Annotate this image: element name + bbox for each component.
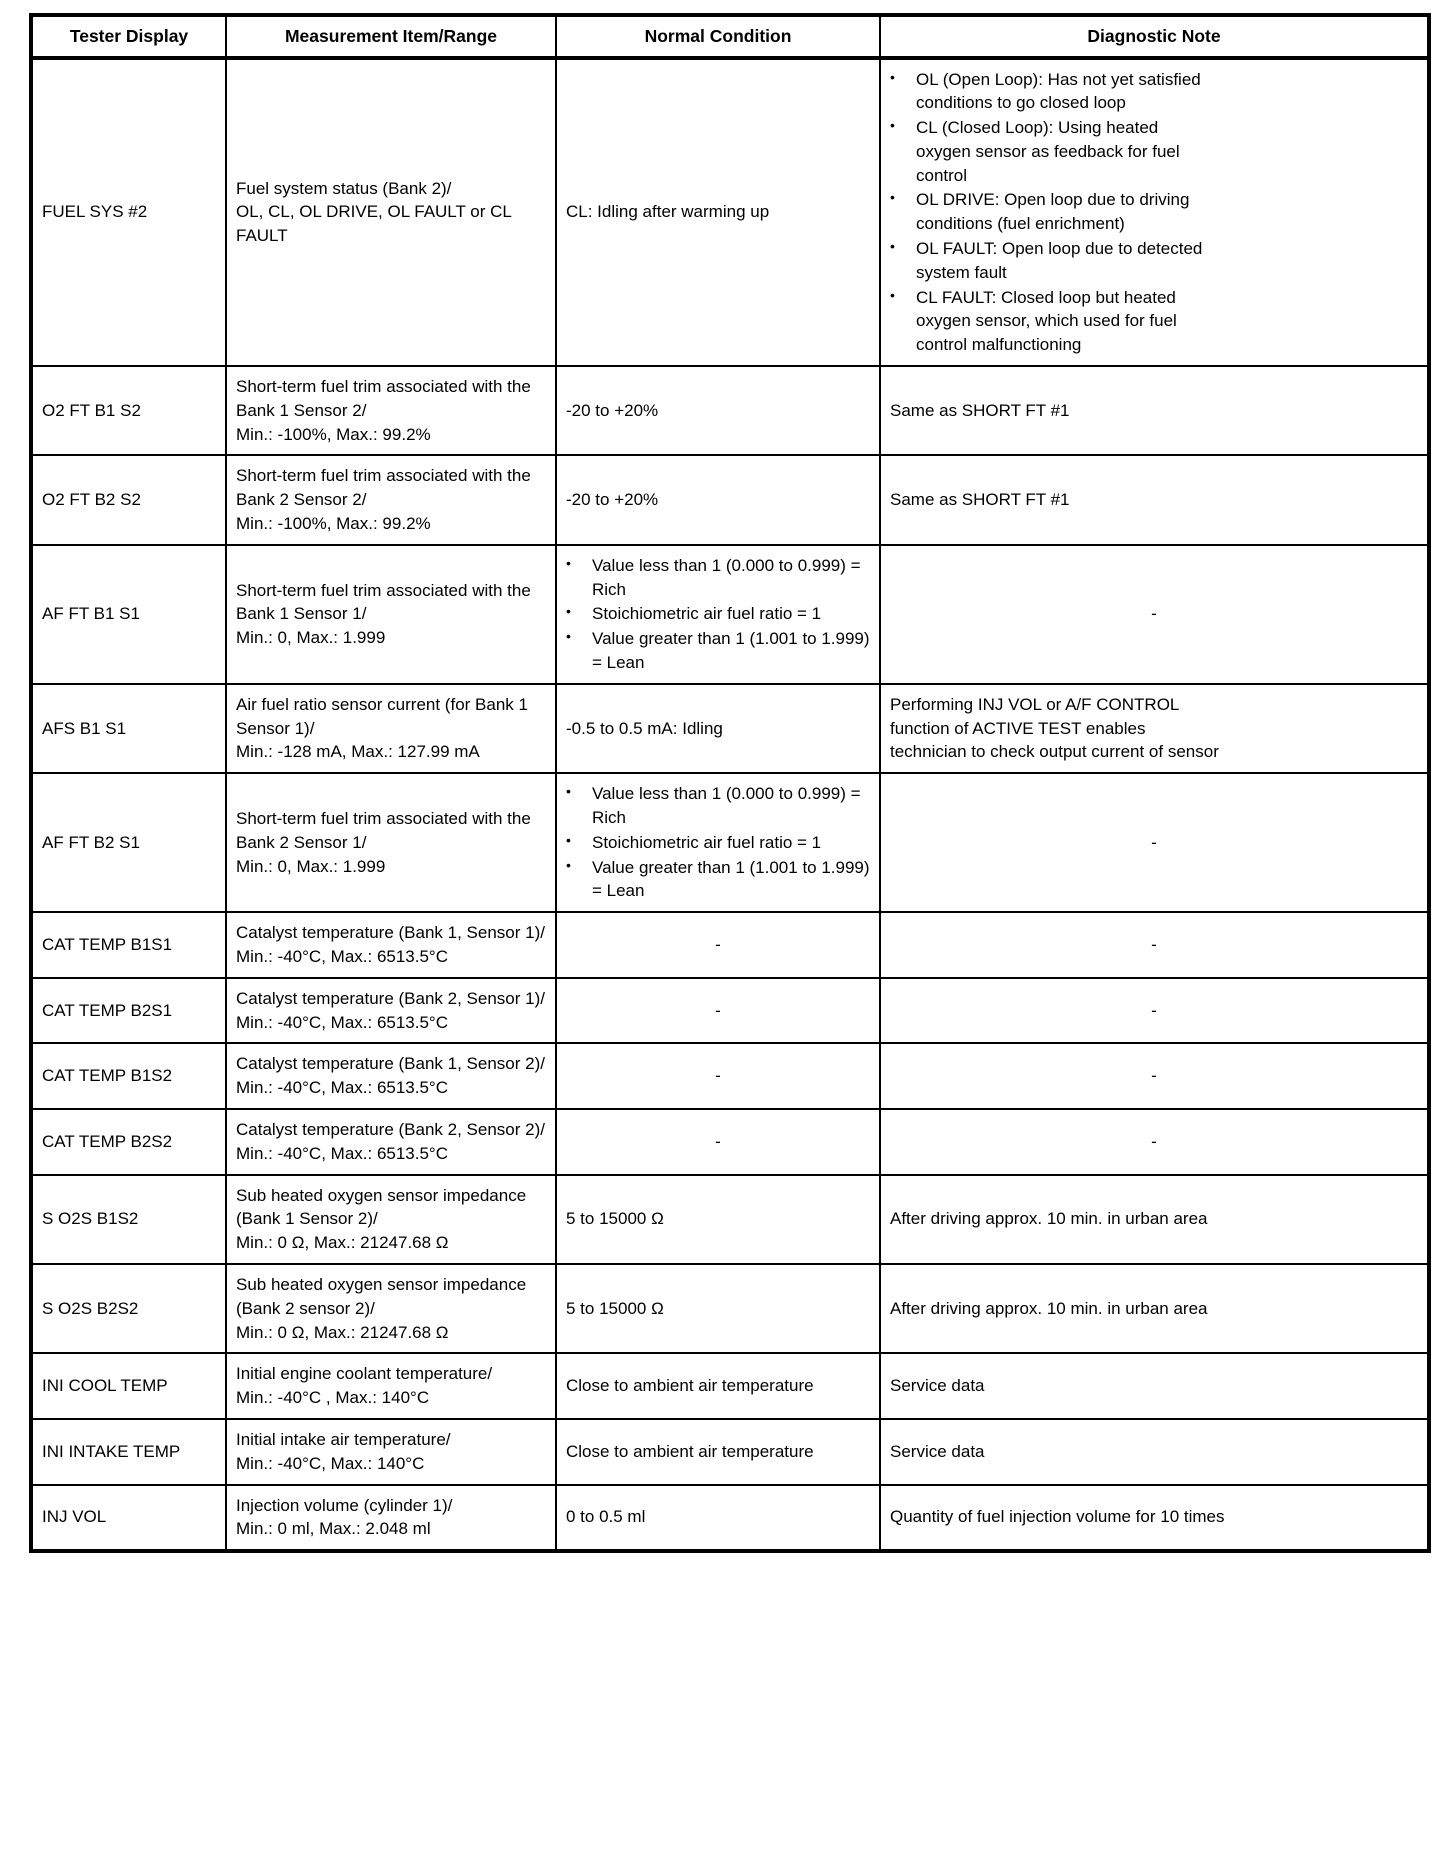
text-line: Air fuel ratio sensor current (for Bank 1 Sensor 1)/ bbox=[236, 694, 528, 738]
cell-text bbox=[890, 1440, 1225, 1464]
cell-text bbox=[890, 488, 1225, 512]
cell-text bbox=[890, 1207, 1225, 1231]
table-row bbox=[31, 1043, 1429, 1109]
text-line: Sub heated oxygen sensor impedance (Bank 1 Sensor 2)/ bbox=[236, 1185, 527, 1229]
header-cell-measurement-item-range: Measurement Item/Range bbox=[226, 15, 556, 58]
text-line: Catalyst temperature (Bank 2, Sensor 1)/ bbox=[236, 988, 545, 1008]
cell-text bbox=[42, 399, 216, 423]
table-row bbox=[31, 545, 1429, 684]
diagnostic-note-cell bbox=[880, 58, 1429, 367]
bullet-icon: • bbox=[566, 554, 571, 571]
cell-text bbox=[566, 1297, 870, 1321]
bullet-text: OL FAULT: Open loop due to detected system fault bbox=[916, 239, 1203, 282]
bullet-item bbox=[890, 116, 1208, 187]
bullet-text: OL DRIVE: Open loop due to driving conditions (fuel enrichment) bbox=[916, 190, 1190, 234]
measurement-cell bbox=[226, 1353, 556, 1419]
bullet-text: Value less than 1 (0.000 to 0.999) = Rich bbox=[592, 555, 861, 599]
cell-text bbox=[42, 1440, 216, 1464]
bullet-list bbox=[890, 68, 1208, 358]
diagnostic-note-cell bbox=[880, 1419, 1429, 1485]
cell-text bbox=[890, 1130, 1418, 1154]
text-line: Service data bbox=[890, 1441, 985, 1461]
text-line: - bbox=[1151, 1066, 1157, 1086]
text-line: Min.: -40°C , Max.: 140°C bbox=[236, 1388, 430, 1408]
text-line: After driving approx. 10 min. in urban area bbox=[890, 1209, 1208, 1229]
cell-text bbox=[890, 999, 1418, 1023]
table-row bbox=[31, 978, 1429, 1044]
cell-text bbox=[890, 1505, 1225, 1529]
table-row bbox=[31, 1264, 1429, 1353]
cell-text bbox=[236, 1184, 546, 1255]
cell-text bbox=[236, 807, 546, 878]
bullet-item bbox=[566, 782, 870, 830]
cell-text bbox=[42, 200, 216, 224]
cell-text bbox=[42, 1130, 216, 1154]
cell-text bbox=[236, 1052, 546, 1100]
table-row bbox=[31, 684, 1429, 773]
cell-text bbox=[566, 488, 870, 512]
table-row bbox=[31, 58, 1429, 367]
text-line: Min.: -100%, Max.: 99.2% bbox=[236, 424, 431, 444]
text-line: Same as SHORT FT #1 bbox=[890, 400, 1070, 420]
bullet-text: Stoichiometric air fuel ratio = 1 bbox=[592, 832, 822, 852]
text-line: INI COOL TEMP bbox=[42, 1376, 168, 1396]
cell-text bbox=[236, 1118, 546, 1166]
text-line: Close to ambient air temperature bbox=[566, 1376, 814, 1396]
text-line: -0.5 to 0.5 mA: Idling bbox=[566, 718, 723, 738]
tester-display-cell bbox=[31, 684, 226, 773]
text-line: Service data bbox=[890, 1376, 985, 1396]
diagnostic-note-cell bbox=[880, 366, 1429, 455]
cell-text bbox=[236, 579, 546, 650]
cell-text bbox=[890, 399, 1225, 423]
bullet-icon: • bbox=[566, 856, 571, 873]
table-row bbox=[31, 1419, 1429, 1485]
cell-text bbox=[236, 1494, 546, 1542]
cell-text bbox=[566, 1064, 870, 1088]
tester-display-cell bbox=[31, 1353, 226, 1419]
text-line: 0 to 0.5 ml bbox=[566, 1507, 646, 1527]
cell-text bbox=[236, 693, 546, 764]
table-row bbox=[31, 1109, 1429, 1175]
measurement-cell bbox=[226, 1264, 556, 1353]
bullet-icon: • bbox=[566, 783, 571, 800]
tester-display-cell bbox=[31, 58, 226, 367]
text-line: Short-term fuel trim associated with the Bank 2 Sensor 1/ bbox=[236, 809, 531, 852]
text-line: -20 to +20% bbox=[566, 490, 659, 510]
measurement-cell bbox=[226, 1419, 556, 1485]
cell-text bbox=[42, 831, 216, 855]
measurement-cell bbox=[226, 1043, 556, 1109]
header-cell-normal-condition: Normal Condition bbox=[556, 15, 880, 58]
bullet-item bbox=[566, 627, 870, 675]
text-line: Injection volume (cylinder 1)/ bbox=[236, 1495, 453, 1515]
text-line: Sub heated oxygen sensor impedance (Bank 2 sensor 2)/ bbox=[236, 1274, 527, 1318]
text-line: 5 to 15000 Ω bbox=[566, 1298, 664, 1318]
text-line: - bbox=[715, 935, 721, 955]
text-line: - bbox=[1151, 832, 1157, 852]
measurement-cell bbox=[226, 978, 556, 1044]
table-row bbox=[31, 1485, 1429, 1552]
text-line: CAT TEMP B2S2 bbox=[42, 1131, 173, 1151]
bullet-icon: • bbox=[890, 189, 895, 206]
cell-text bbox=[42, 1297, 216, 1321]
tester-display-cell bbox=[31, 912, 226, 978]
text-line: Min.: 0 ml, Max.: 2.048 ml bbox=[236, 1519, 431, 1539]
text-line: Initial engine coolant temperature/ bbox=[236, 1364, 493, 1384]
normal-condition-cell bbox=[556, 455, 880, 544]
text-line: Quantity of fuel injection volume for 10 times bbox=[890, 1507, 1225, 1527]
table-header-row bbox=[31, 15, 1429, 58]
normal-condition-cell bbox=[556, 1043, 880, 1109]
diagnostic-note-cell bbox=[880, 455, 1429, 544]
text-line: Short-term fuel trim associated with the Bank 1 Sensor 1/ bbox=[236, 580, 531, 624]
diagnostic-note-cell bbox=[880, 1109, 1429, 1175]
header-cell-tester-display: Tester Display bbox=[31, 15, 226, 58]
diagnostic-data-table bbox=[29, 13, 1431, 1553]
text-line: Close to ambient air temperature bbox=[566, 1441, 814, 1461]
table-body bbox=[31, 58, 1429, 1552]
text-line: - bbox=[1151, 604, 1157, 624]
text-line: Catalyst temperature (Bank 1, Sensor 1)/ bbox=[236, 923, 545, 943]
measurement-cell bbox=[226, 545, 556, 684]
measurement-cell bbox=[226, 912, 556, 978]
text-line: -20 to +20% bbox=[566, 400, 659, 420]
text-line: Min.: -40°C, Max.: 6513.5°C bbox=[236, 947, 449, 966]
text-line: OL, CL, OL DRIVE, OL FAULT or CL FAULT bbox=[236, 202, 512, 246]
cell-text bbox=[42, 933, 216, 957]
table-header bbox=[31, 15, 1429, 58]
cell-text bbox=[236, 1273, 546, 1344]
bullet-item bbox=[890, 237, 1208, 285]
cell-text bbox=[42, 1374, 216, 1398]
bullet-item bbox=[566, 831, 870, 855]
measurement-cell bbox=[226, 366, 556, 455]
table-row bbox=[31, 366, 1429, 455]
text-line: Min.: -40°C, Max.: 6513.5°C bbox=[236, 1143, 449, 1163]
bullet-text: Value less than 1 (0.000 to 0.999) = Rich bbox=[592, 784, 861, 828]
tester-display-cell bbox=[31, 1264, 226, 1353]
cell-text bbox=[566, 999, 870, 1023]
bullet-item bbox=[890, 286, 1208, 357]
cell-text bbox=[890, 933, 1418, 957]
measurement-cell bbox=[226, 684, 556, 773]
table-row bbox=[31, 1175, 1429, 1264]
diagnostic-note-cell bbox=[880, 773, 1429, 912]
bullet-icon: • bbox=[890, 286, 895, 303]
text-line: After driving approx. 10 min. in urban area bbox=[890, 1298, 1208, 1318]
cell-text bbox=[42, 999, 216, 1023]
text-line: INJ VOL bbox=[42, 1507, 107, 1527]
text-line: CAT TEMP B2S1 bbox=[42, 1000, 173, 1020]
cell-text bbox=[42, 1505, 216, 1529]
cell-text bbox=[890, 1297, 1225, 1321]
tester-display-cell bbox=[31, 1419, 226, 1485]
bullet-icon: • bbox=[890, 117, 895, 134]
bullet-icon: • bbox=[566, 831, 571, 848]
cell-text bbox=[566, 1505, 870, 1529]
measurement-cell bbox=[226, 58, 556, 367]
tester-display-cell bbox=[31, 1175, 226, 1264]
tester-display-cell bbox=[31, 366, 226, 455]
bullet-item bbox=[566, 554, 870, 602]
measurement-cell bbox=[226, 773, 556, 912]
text-line: Catalyst temperature (Bank 2, Sensor 2)/ bbox=[236, 1119, 545, 1139]
text-line: Min.: -40°C, Max.: 6513.5°C bbox=[236, 1078, 449, 1098]
tester-display-cell bbox=[31, 1043, 226, 1109]
tester-display-cell bbox=[31, 978, 226, 1044]
text-line: S O2S B2S2 bbox=[42, 1298, 139, 1318]
cell-text bbox=[566, 1130, 870, 1154]
text-line: Performing INJ VOL or A/F CONTROL function of ACTIVE TEST enables technician to check output current of sensor bbox=[890, 694, 1219, 762]
tester-display-cell bbox=[31, 773, 226, 912]
cell-text bbox=[566, 399, 870, 423]
normal-condition-cell bbox=[556, 58, 880, 367]
text-line: - bbox=[1151, 935, 1157, 955]
text-line: 5 to 15000 Ω bbox=[566, 1209, 664, 1229]
cell-text bbox=[236, 1362, 546, 1410]
cell-text bbox=[42, 1064, 216, 1088]
cell-text bbox=[42, 717, 216, 741]
cell-text bbox=[890, 831, 1418, 855]
text-line: - bbox=[1151, 1000, 1157, 1020]
text-line: Min.: 0, Max.: 1.999 bbox=[236, 856, 386, 876]
cell-text bbox=[890, 602, 1418, 626]
bullet-icon: • bbox=[890, 238, 895, 255]
normal-condition-cell bbox=[556, 684, 880, 773]
cell-text bbox=[42, 488, 216, 512]
bullet-list bbox=[566, 782, 870, 903]
normal-condition-cell bbox=[556, 912, 880, 978]
bullet-icon: • bbox=[566, 628, 571, 645]
text-line: Same as SHORT FT #1 bbox=[890, 490, 1070, 510]
text-line: S O2S B1S2 bbox=[42, 1209, 139, 1229]
diagnostic-note-cell bbox=[880, 1043, 1429, 1109]
normal-condition-cell bbox=[556, 1109, 880, 1175]
cell-text bbox=[890, 1374, 1225, 1398]
text-line: Min.: 0 Ω, Max.: 21247.68 Ω bbox=[236, 1233, 449, 1253]
text-line: Fuel system status (Bank 2)/ bbox=[236, 178, 452, 198]
text-line: Short-term fuel trim associated with the Bank 1 Sensor 2/ bbox=[236, 377, 531, 420]
normal-condition-cell bbox=[556, 1485, 880, 1552]
text-line: FUEL SYS #2 bbox=[42, 202, 148, 222]
normal-condition-cell bbox=[556, 545, 880, 684]
text-line: AFS B1 S1 bbox=[42, 718, 127, 738]
bullet-item bbox=[890, 68, 1208, 116]
text-line: AF FT B1 S1 bbox=[42, 604, 140, 624]
table-row bbox=[31, 912, 1429, 978]
diagnostic-note-cell bbox=[880, 1264, 1429, 1353]
text-line: Min.: -40°C, Max.: 140°C bbox=[236, 1453, 425, 1473]
bullet-icon: • bbox=[890, 68, 895, 85]
text-line: CAT TEMP B1S2 bbox=[42, 1066, 173, 1086]
measurement-cell bbox=[226, 1485, 556, 1552]
diagnostic-note-cell bbox=[880, 684, 1429, 773]
text-line: Short-term fuel trim associated with the Bank 2 Sensor 2/ bbox=[236, 466, 531, 510]
diagnostic-note-cell bbox=[880, 978, 1429, 1044]
text-line: O2 FT B1 S2 bbox=[42, 400, 141, 420]
text-line: INI INTAKE TEMP bbox=[42, 1441, 181, 1461]
bullet-text: CL (Closed Loop): Using heated oxygen sensor as feedback for fuel control bbox=[916, 118, 1180, 185]
diagnostic-note-cell bbox=[880, 545, 1429, 684]
text-line: CL: Idling after warming up bbox=[566, 202, 770, 222]
bullet-list bbox=[566, 554, 870, 675]
cell-text bbox=[42, 602, 216, 626]
cell-text bbox=[566, 933, 870, 957]
text-line: Min.: -128 mA, Max.: 127.99 mA bbox=[236, 742, 480, 762]
tester-display-cell bbox=[31, 1109, 226, 1175]
diagnostic-note-cell bbox=[880, 912, 1429, 978]
bullet-text: Value greater than 1 (1.001 to 1.999) = Lean bbox=[592, 857, 870, 901]
text-line: Min.: -100%, Max.: 99.2% bbox=[236, 514, 431, 534]
bullet-text: Value greater than 1 (1.001 to 1.999) = Lean bbox=[592, 629, 870, 673]
bullet-item bbox=[566, 602, 870, 626]
text-line: CAT TEMP B1S1 bbox=[42, 935, 173, 955]
normal-condition-cell bbox=[556, 978, 880, 1044]
text-line: Initial intake air temperature/ bbox=[236, 1429, 451, 1449]
table-row bbox=[31, 1353, 1429, 1419]
header-cell-diagnostic-note: Diagnostic Note bbox=[880, 15, 1429, 58]
cell-text bbox=[890, 693, 1225, 764]
cell-text bbox=[236, 375, 546, 446]
text-line: - bbox=[715, 1000, 721, 1020]
measurement-cell bbox=[226, 455, 556, 544]
bullet-text: CL FAULT: Closed loop but heated oxygen sensor, which used for fuel control malfunctioning bbox=[916, 287, 1177, 355]
bullet-item bbox=[890, 188, 1208, 236]
cell-text bbox=[566, 1374, 870, 1398]
diagnostic-note-cell bbox=[880, 1485, 1429, 1552]
measurement-cell bbox=[226, 1109, 556, 1175]
bullet-text: Stoichiometric air fuel ratio = 1 bbox=[592, 604, 822, 624]
cell-text bbox=[566, 200, 870, 224]
text-line: O2 FT B2 S2 bbox=[42, 490, 141, 510]
normal-condition-cell bbox=[556, 1419, 880, 1485]
cell-text bbox=[566, 1440, 870, 1464]
cell-text bbox=[890, 1064, 1418, 1088]
diagnostic-note-cell bbox=[880, 1175, 1429, 1264]
measurement-cell bbox=[226, 1175, 556, 1264]
bullet-text: OL (Open Loop): Has not yet satisfied conditions to go closed loop bbox=[916, 69, 1201, 113]
normal-condition-cell bbox=[556, 1353, 880, 1419]
tester-display-cell bbox=[31, 1485, 226, 1552]
text-line: - bbox=[715, 1066, 721, 1086]
bullet-item bbox=[566, 856, 870, 904]
cell-text bbox=[236, 987, 546, 1035]
cell-text bbox=[566, 717, 870, 741]
table-row bbox=[31, 455, 1429, 544]
text-line: - bbox=[1151, 1131, 1157, 1151]
cell-text bbox=[566, 1207, 870, 1231]
cell-text bbox=[236, 177, 546, 248]
cell-text bbox=[236, 921, 546, 969]
table-row bbox=[31, 773, 1429, 912]
text-line: Min.: 0 Ω, Max.: 21247.68 Ω bbox=[236, 1322, 449, 1342]
cell-text bbox=[42, 1207, 216, 1231]
text-line: - bbox=[715, 1131, 721, 1151]
tester-display-cell bbox=[31, 455, 226, 544]
text-line: Catalyst temperature (Bank 1, Sensor 2)/ bbox=[236, 1054, 545, 1074]
cell-text bbox=[236, 464, 546, 535]
bullet-icon: • bbox=[566, 603, 571, 620]
normal-condition-cell bbox=[556, 366, 880, 455]
normal-condition-cell bbox=[556, 1175, 880, 1264]
normal-condition-cell bbox=[556, 1264, 880, 1353]
text-line: Min.: -40°C, Max.: 6513.5°C bbox=[236, 1012, 449, 1032]
diagnostic-note-cell bbox=[880, 1353, 1429, 1419]
normal-condition-cell bbox=[556, 773, 880, 912]
text-line: Min.: 0, Max.: 1.999 bbox=[236, 628, 386, 648]
tester-display-cell bbox=[31, 545, 226, 684]
cell-text bbox=[236, 1428, 546, 1476]
text-line: AF FT B2 S1 bbox=[42, 832, 140, 852]
